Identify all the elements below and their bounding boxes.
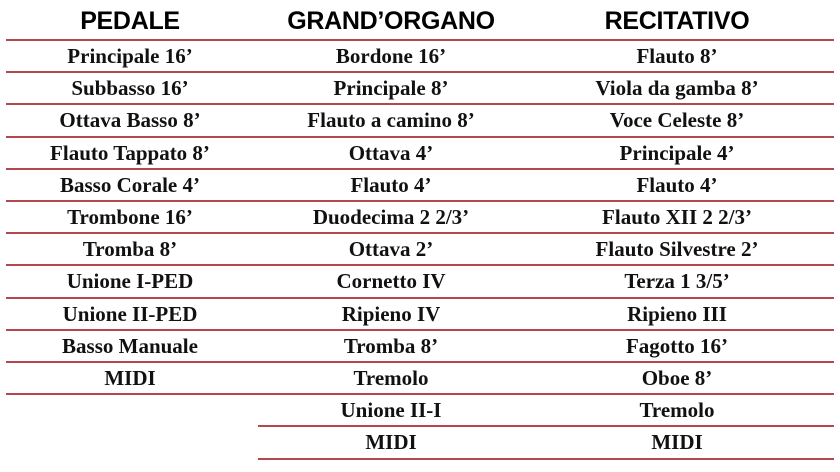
stop-grand-organo-1: Bordone 16’ (335, 44, 447, 68)
stop-recitativo-8: Terza 1 3/5’ (624, 269, 730, 294)
column-headers (0, 0, 840, 40)
header-pedale: PEDALE (80, 7, 180, 35)
stop-pedale-5: Basso Corale 4’ (60, 172, 200, 197)
stop-pedale-11: MIDI (104, 366, 156, 390)
stop-recitativo-9: Ripieno III (627, 301, 727, 326)
stop-pedale-9: Unione II-PED (62, 301, 198, 326)
stop-grand-organo-9: Ripieno IV (341, 301, 441, 326)
stop-grand-organo-8: Cornetto IV (336, 269, 446, 294)
stop-pedale-2: Subbasso 16’ (71, 76, 189, 101)
stop-pedale-1: Principale 16’ (67, 44, 193, 68)
stop-recitativo-6: Flauto XII 2 2/3’ (602, 205, 752, 229)
stop-pedale-10: Basso Manuale (62, 333, 198, 358)
stop-grand-organo-2: Principale 8’ (333, 76, 449, 101)
stop-grand-organo-11: Tremolo (353, 366, 429, 390)
stop-grand-organo-5: Flauto 4’ (350, 172, 432, 197)
header-recitativo: RECITATIVO (604, 7, 750, 35)
stop-recitativo-11: Oboe 8’ (641, 366, 713, 390)
stop-pedale-4: Flauto Tappato 8’ (50, 140, 210, 165)
stop-pedale-3: Ottava Basso 8’ (59, 108, 201, 133)
stop-recitativo-13: MIDI (651, 430, 703, 455)
stop-recitativo-10: Fagotto 16’ (625, 333, 729, 358)
stop-grand-organo-4: Ottava 4’ (348, 140, 434, 165)
stop-recitativo-12: Tremolo (639, 398, 715, 423)
stop-pedale-8: Unione I-PED (66, 269, 194, 294)
stop-recitativo-5: Flauto 4’ (636, 172, 718, 197)
stop-grand-organo-13: MIDI (365, 430, 417, 455)
stop-grand-organo-3: Flauto a camino 8’ (307, 108, 475, 133)
stop-grand-organo-10: Tromba 8’ (343, 333, 439, 358)
stop-recitativo-2: Viola da gamba 8’ (595, 76, 759, 101)
stop-recitativo-1: Flauto 8’ (636, 44, 718, 68)
stop-grand-organo-6: Duodecima 2 2/3’ (312, 205, 470, 229)
stop-pedale-7: Tromba 8’ (82, 237, 178, 262)
stop-grand-organo-12: Unione II-I (340, 398, 442, 423)
header-grand-organo: GRAND’ORGANO (287, 7, 495, 35)
stop-pedale-6: Trombone 16’ (67, 205, 193, 229)
stop-recitativo-4: Principale 4’ (619, 140, 735, 165)
stop-grand-organo-7: Ottava 2’ (348, 237, 434, 262)
stop-recitativo-3: Voce Celeste 8’ (609, 108, 745, 133)
stop-recitativo-7: Flauto Silvestre 2’ (595, 237, 759, 262)
